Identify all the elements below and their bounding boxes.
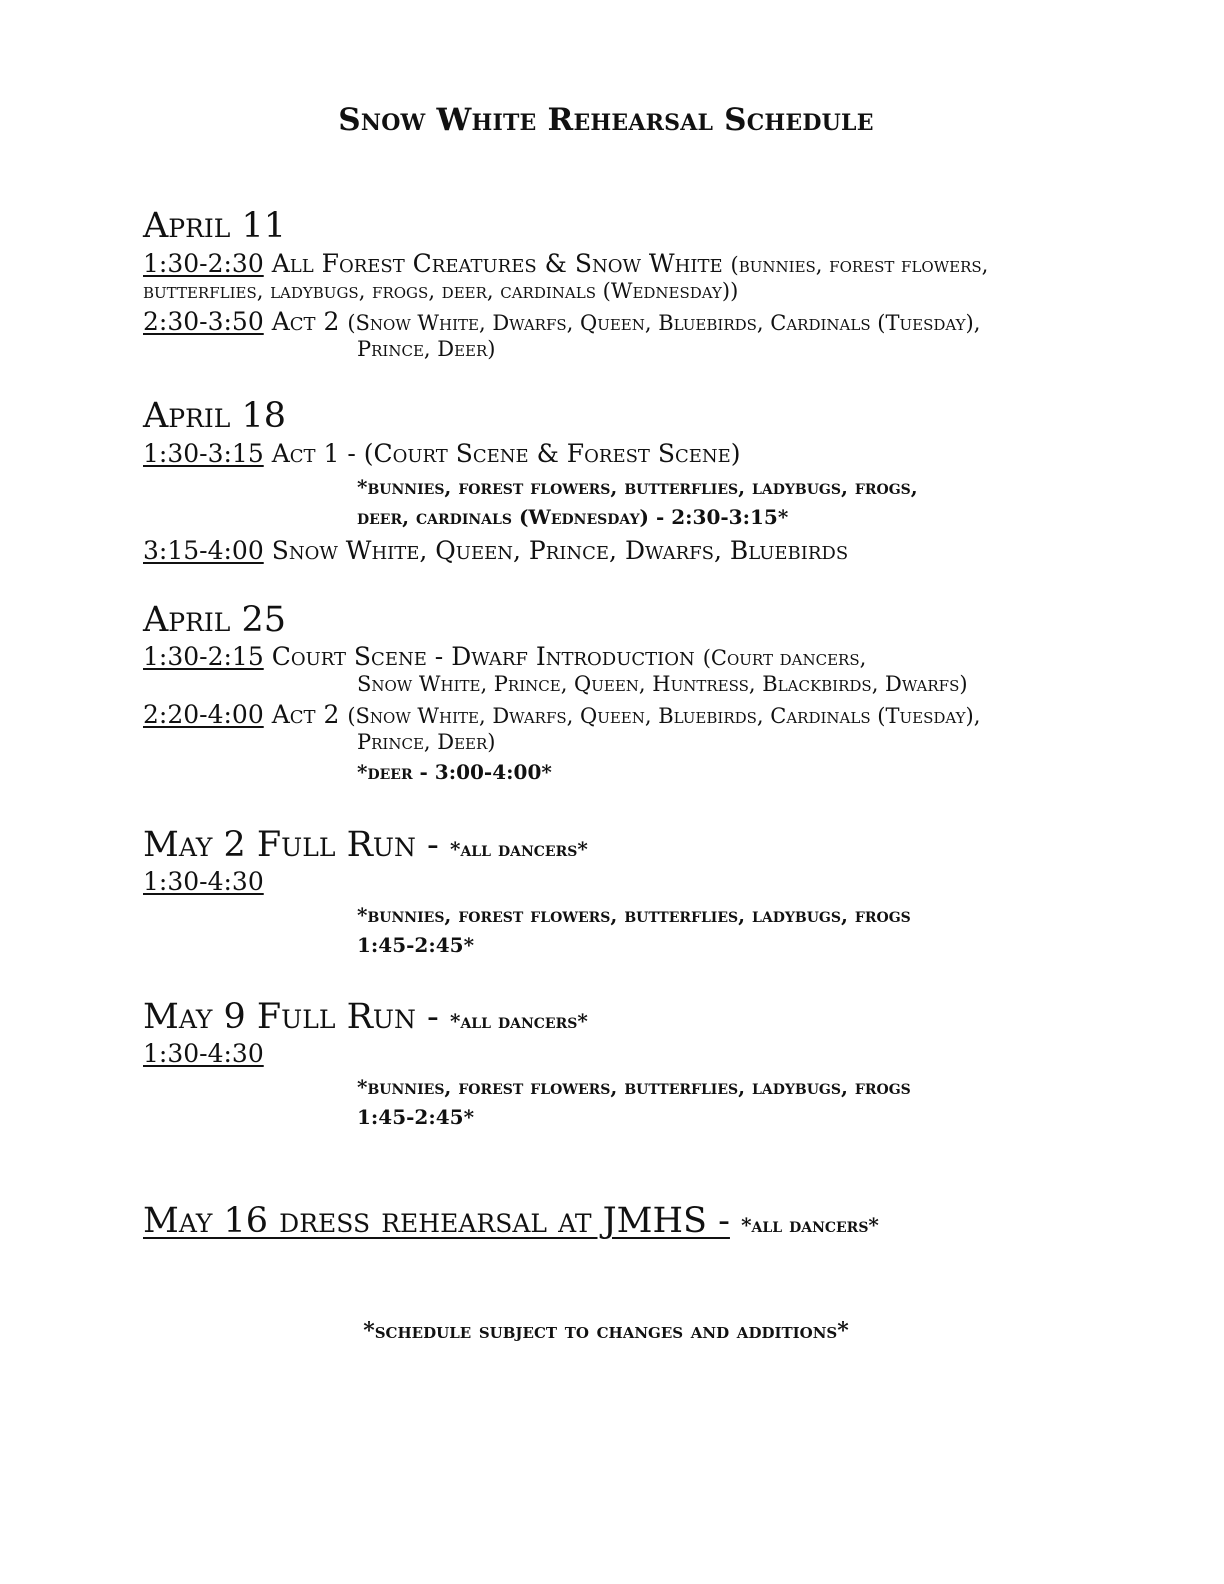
entry-note: *bunnies, forest flowers, butterflies, ladybugs, frogs bbox=[357, 1075, 911, 1099]
entry-title: Act 2 bbox=[271, 700, 340, 729]
schedule-entry bbox=[143, 440, 741, 468]
schedule-entry bbox=[143, 308, 980, 337]
entry-title: All Forest Creatures & Snow White bbox=[271, 249, 723, 278]
entry-participants: (Snow White, Dwarfs, Queen, Bluebirds, Cardinals (Tuesday), bbox=[347, 311, 981, 335]
audience-tag: *all dancers* bbox=[449, 1009, 588, 1033]
entry-time: 1:30-3:15 bbox=[143, 439, 264, 468]
entry-time: 1:30-2:15 bbox=[143, 642, 264, 671]
page-title: Snow White Rehearsal Schedule bbox=[338, 102, 874, 138]
entry-time: 2:20-4:00 bbox=[143, 700, 264, 729]
date-heading-text: May 2 Full Run - bbox=[143, 825, 439, 865]
entry-title: Court Scene - Dwarf Introduction bbox=[271, 642, 695, 671]
entry-participants: (Court dancers, bbox=[702, 646, 867, 670]
schedule-disclaimer: *schedule subject to changes and additions* bbox=[363, 1318, 849, 1344]
entry-title: Act 1 - (Court Scene & Forest Scene) bbox=[271, 439, 741, 468]
entry-time: 3:15-4:00 bbox=[143, 536, 264, 565]
entry-participants: (Snow White, Dwarfs, Queen, Bluebirds, Cardinals (Tuesday), bbox=[347, 704, 981, 728]
entry-note: 1:45-2:45* bbox=[357, 1105, 475, 1129]
date-heading-april-11: April 11 bbox=[143, 206, 287, 246]
entry-participants-cont: Snow White, Prince, Queen, Huntress, Blackbirds, Dwarfs) bbox=[357, 672, 968, 696]
entry-time: 2:30-3:50 bbox=[143, 307, 264, 336]
audience-tag: *all dancers* bbox=[449, 837, 588, 861]
entry-time: 1:30-4:30 bbox=[143, 867, 264, 896]
schedule-entry bbox=[143, 250, 988, 279]
schedule-entry bbox=[143, 868, 264, 896]
entry-participants: (bunnies, forest flowers, bbox=[730, 253, 989, 277]
schedule-entry bbox=[143, 643, 866, 672]
date-heading-april-18: April 18 bbox=[143, 396, 287, 436]
entry-note: 1:45-2:45* bbox=[357, 933, 475, 957]
date-heading-text: May 16 dress rehearsal at JMHS - bbox=[143, 1201, 730, 1241]
schedule-entry bbox=[143, 537, 848, 565]
entry-time: 1:30-4:30 bbox=[143, 1039, 264, 1068]
entry-participants-cont: Prince, Deer) bbox=[357, 337, 496, 361]
schedule-entry bbox=[143, 1040, 264, 1068]
audience-tag: *all dancers* bbox=[741, 1213, 879, 1237]
date-heading-may-9 bbox=[143, 997, 588, 1041]
entry-note: *deer - 3:00-4:00* bbox=[357, 760, 552, 784]
entry-note: deer, cardinals (Wednesday) - 2:30-3:15* bbox=[357, 505, 789, 529]
date-heading-text: May 9 Full Run - bbox=[143, 997, 439, 1037]
schedule-entry bbox=[143, 701, 980, 730]
entry-participants-cont: butterflies, ladybugs, frogs, deer, cardinals (Wednesday)) bbox=[143, 279, 739, 303]
entry-note: *bunnies, forest flowers, butterflies, ladybugs, frogs, bbox=[357, 475, 918, 499]
entry-participants-cont: Prince, Deer) bbox=[357, 730, 496, 754]
date-heading-may-16 bbox=[143, 1201, 879, 1245]
date-heading-may-2 bbox=[143, 825, 588, 869]
entry-title: Act 2 bbox=[271, 307, 340, 336]
entry-title: Snow White, Queen, Prince, Dwarfs, Bluebirds bbox=[271, 536, 849, 565]
date-heading-april-25: April 25 bbox=[143, 600, 287, 640]
entry-note: *bunnies, forest flowers, butterflies, ladybugs, frogs bbox=[357, 903, 911, 927]
entry-time: 1:30-2:30 bbox=[143, 249, 264, 278]
